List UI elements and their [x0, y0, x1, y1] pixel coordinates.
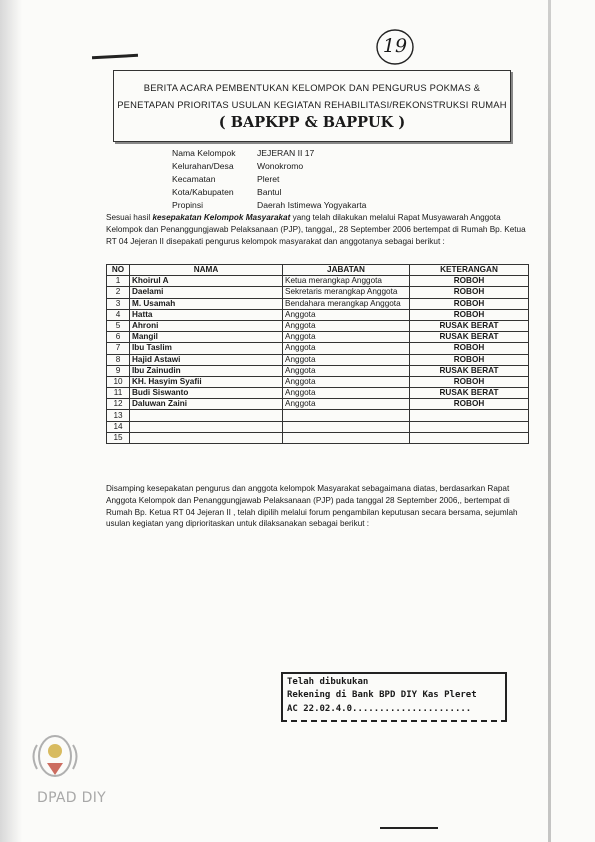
cell-jabatan: Ketua merangkap Anggota [283, 276, 410, 287]
table-row [107, 399, 529, 410]
cell-keterangan: RUSAK BERAT [410, 365, 529, 376]
cell-nama: Daelami [130, 287, 283, 298]
stamp-line-2: Rekening di Bank BPD DIY Kas Pleret [287, 690, 477, 700]
stamp-line-3: AC 22.02.4.0...................... [287, 704, 472, 714]
header-keterangan: KETERANGAN [410, 265, 529, 276]
table-row [107, 332, 529, 343]
bottom-rule [380, 827, 438, 829]
info-label: Kelurahan/Desa [172, 161, 234, 171]
info-label: Propinsi [172, 200, 204, 210]
table-row [107, 276, 529, 287]
cell-no: 9 [107, 365, 130, 376]
table-row [107, 354, 529, 365]
cell-no: 7 [107, 343, 130, 354]
cell-keterangan: ROBOH [410, 354, 529, 365]
cell-keterangan: ROBOH [410, 309, 529, 320]
cell-keterangan: RUSAK BERAT [410, 388, 529, 399]
header-no: NO [107, 265, 130, 276]
cell-keterangan: RUSAK BERAT [410, 332, 529, 343]
cell-nama: Budi Siswanto [130, 388, 283, 399]
title-box [113, 70, 511, 142]
intro-pre: Sesuai hasil [106, 213, 153, 222]
cell-nama [130, 421, 283, 432]
cell-keterangan: ROBOH [410, 287, 529, 298]
cell-nama: Khoirul A [130, 276, 283, 287]
archive-seal-logo [20, 725, 90, 787]
page-number [374, 26, 416, 68]
table-row [107, 376, 529, 387]
cell-keterangan: ROBOH [410, 399, 529, 410]
cell-no: 4 [107, 309, 130, 320]
cell-no: 5 [107, 320, 130, 331]
bank-stamp [281, 672, 507, 722]
cell-jabatan: Sekretaris merangkap Anggota [283, 287, 410, 298]
cell-no: 11 [107, 388, 130, 399]
cell-nama: Mangil [130, 332, 283, 343]
header-jabatan: JABATAN [283, 265, 410, 276]
info-value: Wonokromo [257, 161, 304, 171]
cell-jabatan [283, 410, 410, 421]
table-row [107, 388, 529, 399]
cell-no: 15 [107, 432, 130, 443]
cell-jabatan: Anggota [283, 399, 410, 410]
cell-jabatan: Anggota [283, 354, 410, 365]
second-paragraph: Disamping kesepakatan pengurus dan anggota kelompok Masyarakat sebagaimana diatas, berdasarkan Rapat Anggota Kelompok dan Penanggungjawab Pelaksanaan (PJP) pada tanggal 28 September 2006,, bertempat di Rumah Bp. Ketua RT 04 Jejeran II , telah dipilih melalui forum pengambilan keputusan secara bersama, sejumlah usulan kegiatan yang diprioritaskan untuk dilaksanakan sebagai berikut : [106, 484, 518, 529]
cell-keterangan: ROBOH [410, 276, 529, 287]
table-row [107, 287, 529, 298]
page-number-text: 19 [382, 35, 408, 57]
cell-no: 14 [107, 421, 130, 432]
cell-jabatan: Anggota [283, 332, 410, 343]
cell-nama [130, 410, 283, 421]
cell-jabatan: Anggota [283, 309, 410, 320]
table-row [107, 320, 529, 331]
cell-keterangan [410, 410, 529, 421]
title-line-2: PENETAPAN PRIORITAS USULAN KEGIATAN REHABILITASI/REKONSTRUKSI RUMAH [117, 99, 507, 110]
stamp-line-1: Telah dibukukan [287, 677, 369, 687]
cell-jabatan: Bendahara merangkap Anggota [283, 298, 410, 309]
table-header-row [107, 265, 529, 276]
cell-no: 13 [107, 410, 130, 421]
cell-nama: Daluwan Zaini [130, 399, 283, 410]
intro-paragraph [106, 212, 534, 247]
cell-keterangan: ROBOH [410, 343, 529, 354]
cell-keterangan [410, 421, 529, 432]
header-nama: NAMA [130, 265, 283, 276]
table-row [107, 298, 529, 309]
cell-jabatan [283, 432, 410, 443]
cell-jabatan: Anggota [283, 376, 410, 387]
table-row [107, 365, 529, 376]
cell-jabatan: Anggota [283, 388, 410, 399]
cell-no: 3 [107, 298, 130, 309]
info-value: Bantul [257, 187, 282, 197]
title-line-3: ( BAPKPP & BAPPUK ) [218, 114, 406, 131]
cell-jabatan: Anggota [283, 365, 410, 376]
info-value: Pleret [257, 174, 280, 184]
info-label: Kecamatan [172, 174, 216, 184]
members-table-body [107, 276, 529, 444]
members-table [106, 264, 529, 444]
cell-no: 8 [107, 354, 130, 365]
cell-keterangan: ROBOH [410, 376, 529, 387]
cell-keterangan: ROBOH [410, 298, 529, 309]
cell-nama: Ibu Zainudin [130, 365, 283, 376]
table-row [107, 343, 529, 354]
cell-no: 10 [107, 376, 130, 387]
intro-emphasis: kesepakatan Kelompok Masyarakat [152, 213, 291, 222]
cell-no: 2 [107, 287, 130, 298]
cell-keterangan [410, 432, 529, 443]
info-label: Kota/Kabupaten [172, 187, 234, 197]
info-value: JEJERAN II 17 [257, 148, 315, 158]
scan-edge-left [0, 0, 22, 842]
intro-post: yang telah dilakukan melalui Rapat Musyawarah Anggota Kelompok dan Penanggungjawab Pelaksanaan (PJP), tanggal,, 28 September 2006 bertempat di Rumah Bp. Ketua RT 04 Jejeran II disepakati pengurus kelompok masyarakat dan anggotanya sebagai berikut : [106, 213, 526, 246]
cell-nama: M. Usamah [130, 298, 283, 309]
info-value: Daerah Istimewa Yogyakarta [257, 200, 367, 210]
cell-nama: Ibu Taslim [130, 343, 283, 354]
cell-no: 6 [107, 332, 130, 343]
cell-nama: KH. Hasyim Syafii [130, 376, 283, 387]
cell-keterangan: RUSAK BERAT [410, 320, 529, 331]
cell-jabatan: Anggota [283, 320, 410, 331]
cell-nama: Hatta [130, 309, 283, 320]
archive-watermark: DPAD DIY [37, 790, 106, 806]
cell-nama: Hajid Astawi [130, 354, 283, 365]
table-row [107, 421, 529, 432]
cell-jabatan: Anggota [283, 343, 410, 354]
info-label: Nama Kelompok [172, 148, 236, 158]
scan-edge-right [548, 0, 551, 842]
cell-no: 1 [107, 276, 130, 287]
cell-nama: Ahroni [130, 320, 283, 331]
cell-jabatan [283, 421, 410, 432]
table-row [107, 432, 529, 443]
cell-no: 12 [107, 399, 130, 410]
cell-nama [130, 432, 283, 443]
table-row [107, 309, 529, 320]
title-line-1: BERITA ACARA PEMBENTUKAN KELOMPOK DAN PENGURUS POKMAS & [143, 82, 481, 93]
table-row [107, 410, 529, 421]
